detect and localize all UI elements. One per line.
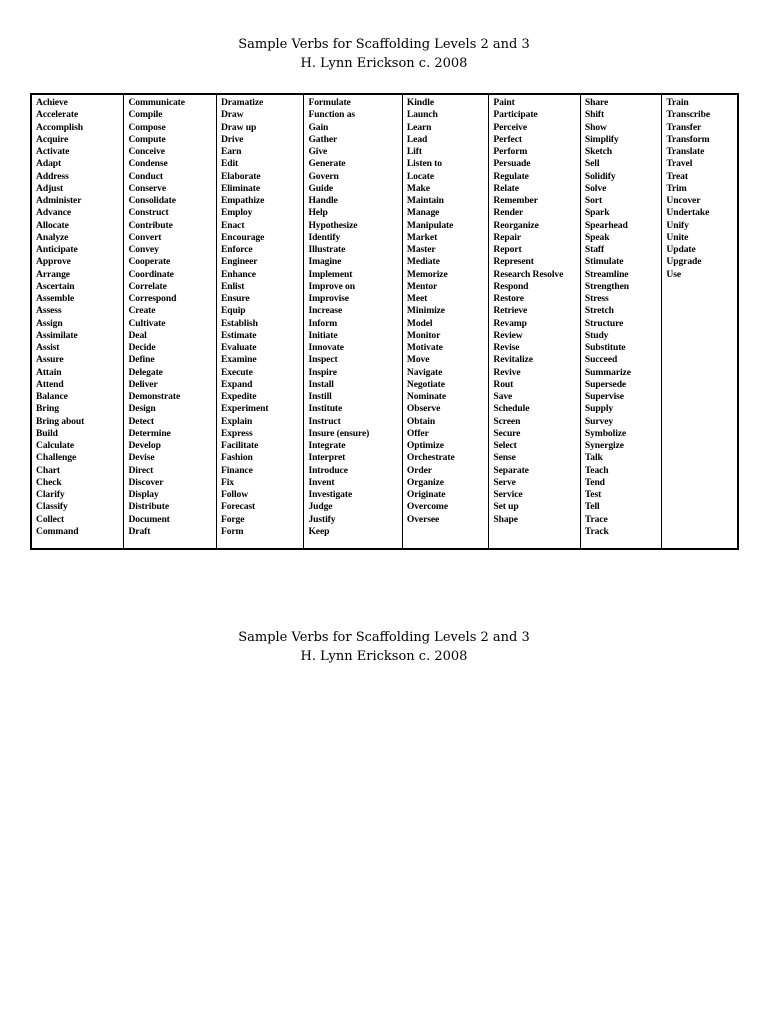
verb-item: Assimilate <box>36 329 78 341</box>
verb-column-3 <box>217 95 305 548</box>
verb-item: Staff <box>584 244 605 255</box>
verb-item: Facilitate <box>220 440 259 451</box>
verb-item: Regulate <box>493 170 529 182</box>
verb-item: Uncover <box>666 195 701 206</box>
verb-item: Deal <box>128 329 147 341</box>
verb-item: Spearhead <box>584 219 628 231</box>
verb-item: Fashion <box>220 452 253 464</box>
verb-item: Trim <box>666 182 687 194</box>
verb-item: Edit <box>220 158 239 170</box>
verb-item: Deliver <box>128 378 158 390</box>
verb-item: Conduct <box>128 170 163 182</box>
verb-item: Learn <box>406 121 432 133</box>
verb-item: Generate <box>308 158 346 170</box>
verb-item: Stimulate <box>584 256 624 268</box>
verb-item: Mentor <box>406 280 438 292</box>
verb-item: Offer <box>406 427 429 439</box>
verb-item: Sense <box>493 452 516 464</box>
verb-item: Integrate <box>308 440 346 451</box>
verb-item: Correlate <box>128 280 167 292</box>
verb-item: Instruct <box>308 415 341 427</box>
verb-item: Display <box>128 489 159 500</box>
verb-item: Fix <box>220 476 234 488</box>
verb-item: Strengthen <box>584 280 630 292</box>
verb-item: Define <box>128 354 155 366</box>
verb-item: Optimize <box>406 440 444 451</box>
verb-item: Convey <box>128 244 159 255</box>
verb-item: Enforce <box>220 244 253 255</box>
verb-column-4 <box>304 95 402 548</box>
page-title: Sample Verbs for Scaffolding Levels 2 and 3 <box>238 630 530 645</box>
verb-item: Solve <box>584 182 607 194</box>
verb-item: Identify <box>308 231 341 243</box>
verb-item: Unite <box>666 231 689 243</box>
verb-item: Advance <box>36 207 72 219</box>
verb-item: Formulate <box>308 97 351 108</box>
verb-item: Give <box>308 146 328 157</box>
verb-item: Relate <box>493 182 519 194</box>
verb-item: Document <box>128 513 170 525</box>
verb-item: Order <box>406 464 432 476</box>
verb-item: Research Resolve <box>493 268 564 280</box>
verb-item: Enhance <box>220 268 256 280</box>
verb-item: Manipulate <box>406 219 454 231</box>
verb-item: Build <box>36 427 58 439</box>
verb-item: Repair <box>493 231 522 243</box>
verb-item: Keep <box>308 525 330 537</box>
verb-item: Revitalize <box>493 354 533 366</box>
verb-item: Accomplish <box>36 121 83 133</box>
verb-item: Shift <box>584 109 605 121</box>
verb-item: Administer <box>36 195 82 206</box>
verb-item: Trace <box>584 513 608 525</box>
verb-item: Employ <box>220 207 253 219</box>
verb-item: Set up <box>493 501 519 513</box>
verb-item: Mediate <box>406 256 440 268</box>
verb-item: Tell <box>584 501 600 513</box>
verb-item: Supervise <box>584 391 624 402</box>
verb-item: Upgrade <box>666 256 702 268</box>
verb-item: Judge <box>308 501 333 513</box>
verb-item: Originate <box>406 489 446 500</box>
verb-item: Nominate <box>406 391 447 402</box>
verb-item: Correspond <box>128 293 177 304</box>
verb-item: Construct <box>128 207 169 219</box>
verb-item: Attend <box>36 378 64 390</box>
verb-column-6 <box>489 95 580 548</box>
verb-item: Handle <box>308 195 338 206</box>
verb-item: Sell <box>584 158 600 170</box>
verb-column-8 <box>662 95 737 548</box>
verb-item: Compute <box>128 133 166 145</box>
verb-item: Adjust <box>36 182 64 194</box>
verb-item: Activate <box>36 146 70 157</box>
verb-item: Synergize <box>584 440 624 451</box>
verb-item: Equip <box>220 305 246 317</box>
verb-item: Engineer <box>220 256 258 268</box>
verb-item: Communicate <box>128 97 185 108</box>
verb-item: Gather <box>308 133 338 145</box>
verb-item: Track <box>584 525 609 537</box>
verb-item: Empathize <box>220 195 265 206</box>
verb-item: Allocate <box>36 219 69 231</box>
verb-item: Ascertain <box>36 280 75 292</box>
verb-item: Invent <box>308 476 335 488</box>
verb-item: Ensure <box>220 293 250 304</box>
verb-item: Finance <box>220 464 253 476</box>
verb-item: Dramatize <box>220 97 264 108</box>
verb-item: Translate <box>666 146 705 157</box>
verb-item: Achieve <box>36 97 68 108</box>
verb-item: Initiate <box>308 329 338 341</box>
verb-item: Demonstrate <box>128 391 181 402</box>
verb-item: Substitute <box>584 342 626 353</box>
verb-item: Represent <box>493 256 534 268</box>
verb-item: Secure <box>493 427 521 439</box>
verb-item: Sketch <box>584 146 612 157</box>
verb-item: Follow <box>220 489 249 500</box>
verb-item: Coordinate <box>128 268 174 280</box>
verb-item: Revise <box>493 342 520 353</box>
verb-item: Institute <box>308 403 343 415</box>
verb-item: Bring about <box>36 415 85 427</box>
verb-item: Install <box>308 378 334 390</box>
verb-item: Spark <box>584 207 610 219</box>
verb-item: Enact <box>220 219 245 231</box>
verb-item: Create <box>128 305 156 317</box>
verb-item: Contribute <box>128 219 173 231</box>
verb-item: Form <box>220 525 244 537</box>
verb-item: Experiment <box>220 403 269 415</box>
verb-item: Govern <box>308 170 339 182</box>
verb-item: Render <box>493 207 524 219</box>
verb-item: Elaborate <box>220 170 261 182</box>
verb-item: Speak <box>584 231 610 243</box>
verb-item: Oversee <box>406 513 440 525</box>
verb-item: Decide <box>128 342 156 353</box>
verb-column-1 <box>32 95 124 548</box>
verb-item: Update <box>666 244 696 255</box>
verb-item: Determine <box>128 427 171 439</box>
verb-item: Inspect <box>308 354 338 366</box>
verb-item: Treat <box>666 170 688 182</box>
verb-item: Transcribe <box>666 109 711 121</box>
verb-item: Minimize <box>406 305 445 317</box>
verb-item: Compose <box>128 121 166 133</box>
verb-item: Assist <box>36 342 60 353</box>
verb-item: Guide <box>308 182 333 194</box>
verb-item: Inspire <box>308 366 337 378</box>
verb-item: Supersede <box>584 378 627 390</box>
verb-item: Locate <box>406 170 434 182</box>
verb-item: Illustrate <box>308 244 346 255</box>
verb-item: Remember <box>493 195 538 206</box>
verb-item: Gain <box>308 121 329 133</box>
verb-item: Streamline <box>584 268 629 280</box>
verb-item: Navigate <box>406 366 443 378</box>
author-credit: H. Lynn Erickson c. 2008 <box>300 649 468 664</box>
verb-item: Report <box>493 244 522 255</box>
verb-item: Improvise <box>308 293 349 304</box>
verb-item: Improve on <box>308 280 355 292</box>
verb-item: Launch <box>406 109 438 121</box>
verb-item: Travel <box>666 158 693 170</box>
verb-item: Make <box>406 182 430 194</box>
verb-item: Listen to <box>406 158 442 170</box>
verb-item: Structure <box>584 317 624 329</box>
verb-item: Serve <box>493 476 516 488</box>
verb-item: Summarize <box>584 366 631 378</box>
verb-item: Separate <box>493 464 529 476</box>
verb-item: Manage <box>406 207 440 219</box>
verb-item: Test <box>584 489 602 500</box>
verb-item: Expand <box>220 378 253 390</box>
verb-item: Paint <box>493 97 515 108</box>
verb-item: Evaluate <box>220 342 257 353</box>
verb-item: Share <box>584 97 609 108</box>
verb-item: Draw <box>220 109 244 121</box>
verb-item: Compile <box>128 109 163 121</box>
verb-item: Chart <box>36 464 61 476</box>
verb-item: Check <box>36 476 62 488</box>
verb-item: Perform <box>493 146 528 157</box>
verb-item: Insure (ensure) <box>308 427 370 439</box>
verb-item: Adapt <box>36 158 62 170</box>
verb-item: Schedule <box>493 403 530 415</box>
verb-item: Devise <box>128 452 155 464</box>
verb-item: Solidify <box>584 170 616 182</box>
verb-item: Challenge <box>36 452 77 464</box>
verb-item: Meet <box>406 293 428 304</box>
verb-item: Command <box>36 525 79 537</box>
verb-item: Succeed <box>584 354 618 366</box>
verb-item: Bring <box>36 403 59 415</box>
verb-item: Hypothesize <box>308 219 358 231</box>
verb-item: Innovate <box>308 342 344 353</box>
verb-item: Train <box>666 97 689 108</box>
verb-item: Cultivate <box>128 317 166 329</box>
verb-item: Encourage <box>220 231 265 243</box>
verb-item: Earn <box>220 146 242 157</box>
verb-item: Clarify <box>36 489 65 500</box>
verb-item: Delegate <box>128 366 163 378</box>
verb-item: Collect <box>36 513 65 525</box>
verb-item: Undertake <box>666 207 710 219</box>
verb-item: Sort <box>584 195 603 206</box>
verb-item: Symbolize <box>584 427 627 439</box>
header-bottom <box>0 628 768 666</box>
verb-item: Investigate <box>308 489 353 500</box>
verb-item: Respond <box>493 280 529 292</box>
verb-item: Inform <box>308 317 338 329</box>
page-title: Sample Verbs for Scaffolding Levels 2 and 3 <box>238 37 530 52</box>
verb-column-7 <box>581 95 663 548</box>
verb-item: Unify <box>666 219 689 231</box>
verb-item: Model <box>406 317 433 329</box>
verb-item: Explain <box>220 415 253 427</box>
author-credit: H. Lynn Erickson c. 2008 <box>300 56 468 71</box>
verb-item: Cooperate <box>128 256 171 268</box>
verb-item: Accelerate <box>36 109 79 121</box>
verb-item: Move <box>406 354 430 366</box>
verb-item: Perfect <box>493 133 522 145</box>
header-top <box>0 35 768 73</box>
verb-item: Teach <box>584 464 609 476</box>
verb-item: Attain <box>36 366 62 378</box>
verb-item: Introduce <box>308 464 348 476</box>
verb-item: Revamp <box>493 317 527 329</box>
verb-item: Address <box>36 170 69 182</box>
verb-item: Expedite <box>220 391 257 402</box>
verb-item: Service <box>493 489 523 500</box>
verb-item: Negotiate <box>406 378 445 390</box>
verb-item: Survey <box>584 415 614 427</box>
verb-item: Detect <box>128 415 154 427</box>
verb-item: Arrange <box>36 268 70 280</box>
verb-item: Lead <box>406 133 428 145</box>
verb-item: Imagine <box>308 256 342 268</box>
verb-column-2 <box>124 95 216 548</box>
verb-item: Assure <box>36 354 64 366</box>
verb-item: Orchestrate <box>406 452 455 464</box>
verb-item: Justify <box>308 513 336 525</box>
verb-item: Organize <box>406 476 444 488</box>
verb-item: Supply <box>584 403 614 415</box>
verb-item: Condense <box>128 158 168 170</box>
verb-item: Draw up <box>220 121 257 133</box>
verb-item: Review <box>493 329 523 341</box>
verb-item: Examine <box>220 354 257 366</box>
verb-item: Show <box>584 121 607 133</box>
verb-item: Screen <box>493 415 521 427</box>
verb-item: Simplify <box>584 133 619 145</box>
verb-item: Transfer <box>666 121 702 133</box>
verb-item: Overcome <box>406 501 448 513</box>
verb-item: Instill <box>308 391 332 402</box>
verb-item: Participate <box>493 109 538 121</box>
verb-item: Estimate <box>220 329 257 341</box>
verb-item: Talk <box>584 452 603 464</box>
verb-item: Direct <box>128 464 154 476</box>
verb-item: Interpret <box>308 452 346 464</box>
verb-column-5 <box>403 95 490 548</box>
verb-item: Enlist <box>220 280 245 292</box>
verb-item: Transform <box>666 133 710 145</box>
verb-item: Approve <box>36 256 71 268</box>
verb-table <box>30 93 739 550</box>
verb-item: Assess <box>36 305 62 317</box>
verb-item: Convert <box>128 231 162 243</box>
verb-item: Conserve <box>128 182 167 194</box>
verb-item: Retrieve <box>493 305 528 317</box>
verb-item: Study <box>584 329 609 341</box>
verb-item: Help <box>308 207 328 219</box>
verb-item: Market <box>406 231 438 243</box>
verb-item: Perceive <box>493 121 528 133</box>
verb-item: Implement <box>308 268 353 280</box>
verb-item: Forecast <box>220 501 256 513</box>
verb-item: Eliminate <box>220 182 261 194</box>
verb-item: Maintain <box>406 195 444 206</box>
verb-item: Consolidate <box>128 195 176 206</box>
verb-item: Drive <box>220 133 244 145</box>
verb-item: Classify <box>36 501 68 513</box>
verb-item: Distribute <box>128 501 170 513</box>
verb-item: Save <box>493 391 513 402</box>
verb-item: Conceive <box>128 146 165 157</box>
verb-item: Select <box>493 440 517 451</box>
verb-item: Develop <box>128 440 161 451</box>
verb-item: Assign <box>36 317 63 329</box>
verb-item: Acquire <box>36 133 69 145</box>
verb-item: Revive <box>493 366 521 378</box>
verb-item: Discover <box>128 476 164 488</box>
verb-item: Memorize <box>406 268 448 280</box>
verb-item: Calculate <box>36 440 74 451</box>
verb-item: Draft <box>128 525 151 537</box>
verb-item: Rout <box>493 378 514 390</box>
verb-item: Increase <box>308 305 343 317</box>
verb-item: Lift <box>406 146 422 157</box>
verb-item: Monitor <box>406 329 441 341</box>
verb-item: Tend <box>584 476 605 488</box>
verb-item: Forge <box>220 513 245 525</box>
verb-item: Express <box>220 427 253 439</box>
verb-item: Use <box>666 268 682 280</box>
verb-item: Persuade <box>493 158 531 170</box>
verb-item: Obtain <box>406 415 436 427</box>
verb-item: Observe <box>406 403 441 415</box>
verb-item: Master <box>406 244 436 255</box>
verb-item: Design <box>128 403 156 415</box>
verb-item: Assemble <box>36 293 75 304</box>
verb-item: Establish <box>220 317 258 329</box>
verb-item: Kindle <box>406 97 434 108</box>
verb-item: Stretch <box>584 305 614 317</box>
verb-item: Anticipate <box>36 244 78 255</box>
verb-item: Shape <box>493 513 518 525</box>
verb-item: Analyze <box>36 231 69 243</box>
verb-item: Reorganize <box>493 219 539 231</box>
verb-item: Motivate <box>406 342 443 353</box>
verb-item: Stress <box>584 293 609 304</box>
verb-item: Balance <box>36 391 68 402</box>
verb-item: Execute <box>220 366 253 378</box>
verb-item: Restore <box>493 293 524 304</box>
verb-item: Function as <box>308 109 356 121</box>
